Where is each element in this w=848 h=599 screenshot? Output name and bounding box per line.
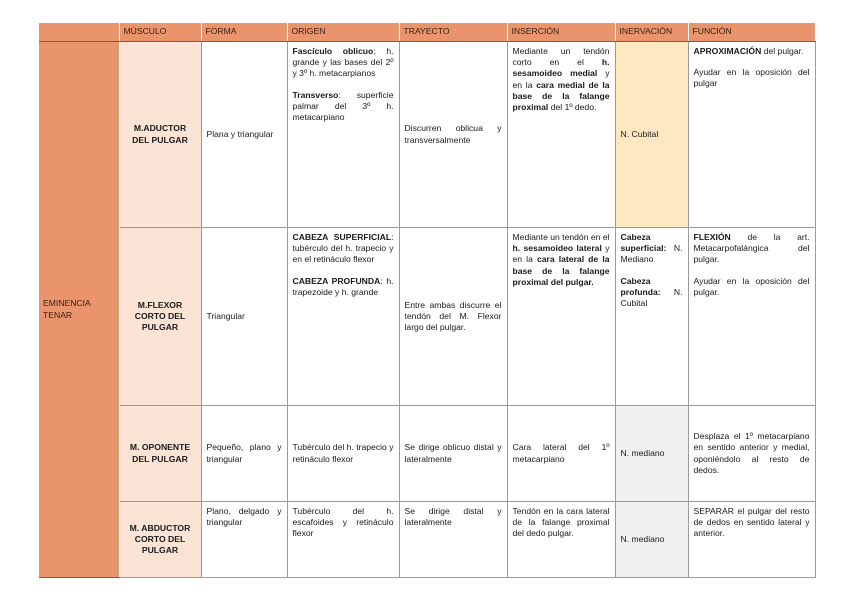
muscle-name: M.FLEXOR CORTO DEL PULGAR xyxy=(119,228,201,406)
origen-text: : tubérculo del h. trapecio y en el retináculo flexor xyxy=(292,232,394,265)
insercion-text: y en la xyxy=(512,68,610,90)
inervacion-cell: N. Cubital xyxy=(615,42,688,228)
header-trayecto: TRAYECTO xyxy=(399,23,507,42)
insercion-cell: Cara lateral del 1º metacarpiano xyxy=(507,406,615,502)
funcion-text: Ayudar en la oposición del pulgar. xyxy=(693,275,810,297)
funcion-bold: FLEXIÓN xyxy=(693,232,731,242)
table-row xyxy=(39,42,815,228)
table-row xyxy=(39,406,815,502)
funcion-text: Ayudar en la oposición del pulgar xyxy=(693,67,810,89)
muscle-name: M. OPONENTE DEL PULGAR xyxy=(119,406,201,502)
insercion-text: del 1º dedo. xyxy=(548,102,597,113)
origen-cell: Tubérculo del h. escafoides y retináculo flexor xyxy=(287,502,399,578)
inervacion-text: N. Cubital xyxy=(620,286,683,309)
forma-cell: Plano, delgado y triangular xyxy=(201,502,287,578)
forma-cell: Plana y triangular xyxy=(201,42,287,228)
inervacion-cell xyxy=(615,228,688,406)
trayecto-cell: Se dirige oblicuo distal y lateralmente xyxy=(399,406,507,502)
funcion-text: del pulgar. xyxy=(761,46,804,56)
header-musculo: MÚSCULO xyxy=(119,23,201,42)
header-funcion: FUNCIÓN xyxy=(688,23,815,42)
trayecto-cell: Se dirige distal y lateralmente xyxy=(399,502,507,578)
insercion-bold: cara medial de la base de la falange proximal xyxy=(512,79,610,113)
muscle-table xyxy=(39,23,816,578)
trayecto-cell: Discurren oblicua y transversalmente xyxy=(399,42,507,228)
funcion-bold: APROXIMACIÓN xyxy=(693,46,762,56)
forma-cell: Triangular xyxy=(201,228,287,406)
insercion-bold: h. sesamoideo lateral xyxy=(512,243,602,254)
insercion-text: Mediante un tendón corto en el xyxy=(512,46,610,68)
inervacion-bold: Cabeza superficial: xyxy=(620,232,667,254)
insercion-cell: Tendón en la cara lateral de la falange proximal del dedo pulgar. xyxy=(507,502,615,578)
header-origen: ORIGEN xyxy=(287,23,399,42)
origen-bold: Fascículo oblicuo xyxy=(292,46,374,56)
funcion-cell: Desplaza el 1º metacarpiano en sentido anterior y medial, oponiéndolo al resto de dedos. xyxy=(688,406,815,502)
header-insercion: INSERCIÓN xyxy=(507,23,615,42)
table-row xyxy=(39,228,815,406)
muscle-name: M. ABDUCTOR CORTO DEL PULGAR xyxy=(119,502,201,578)
funcion-text: de la art. Metacarpofalángica del pulgar. xyxy=(693,232,810,265)
origen-text: : h. trapezoide y h. grande xyxy=(292,275,394,297)
origen-cell: Tubérculo del h. trapecio y retináculo flexor xyxy=(287,406,399,502)
funcion-cell xyxy=(688,42,815,228)
header-blank xyxy=(39,23,119,42)
insercion-bold: cara lateral de la base de la falange proximal del pulgar. xyxy=(512,254,610,287)
origen-bold: Transverso xyxy=(292,89,339,100)
origen-cell xyxy=(287,228,399,406)
origen-bold: CABEZA SUPERFICIAL xyxy=(292,232,392,242)
insercion-cell xyxy=(507,228,615,406)
origen-text: : superficie palmar del 3º h. metacarpiano xyxy=(292,89,394,123)
header-forma: FORMA xyxy=(201,23,287,42)
table-row xyxy=(39,502,815,578)
forma-cell: Pequeño, plano y triangular xyxy=(201,406,287,502)
insercion-text: y en la xyxy=(512,243,610,265)
insercion-text: Mediante un tendón en el xyxy=(512,232,610,242)
trayecto-cell: Entre ambas discurre el tendón del M. Flexor largo del pulgar. xyxy=(399,228,507,406)
funcion-cell xyxy=(688,228,815,406)
inervacion-bold: Cabeza profunda: xyxy=(620,275,661,297)
insercion-cell xyxy=(507,42,615,228)
origen-text: : h. grande y las bases del 2º y 3º h. metacarpianos xyxy=(292,46,394,79)
origen-cell xyxy=(287,42,399,228)
header-inervacion: INERVACIÓN xyxy=(615,23,688,42)
inervacion-text: N. Mediano xyxy=(620,243,683,265)
header-row xyxy=(39,23,815,42)
origen-bold: CABEZA PROFUNDA xyxy=(292,275,381,286)
inervacion-cell: N. mediano xyxy=(615,406,688,502)
funcion-cell: SEPARAR el pulgar del resto de dedos en sentido lateral y anterior. xyxy=(688,502,815,578)
muscle-name: M.ADUCTOR DEL PULGAR xyxy=(119,42,201,228)
insercion-bold: h. sesamoideo medial xyxy=(512,57,610,79)
region-label: EMINENCIA TENAR xyxy=(39,42,119,578)
inervacion-cell: N. mediano xyxy=(615,502,688,578)
